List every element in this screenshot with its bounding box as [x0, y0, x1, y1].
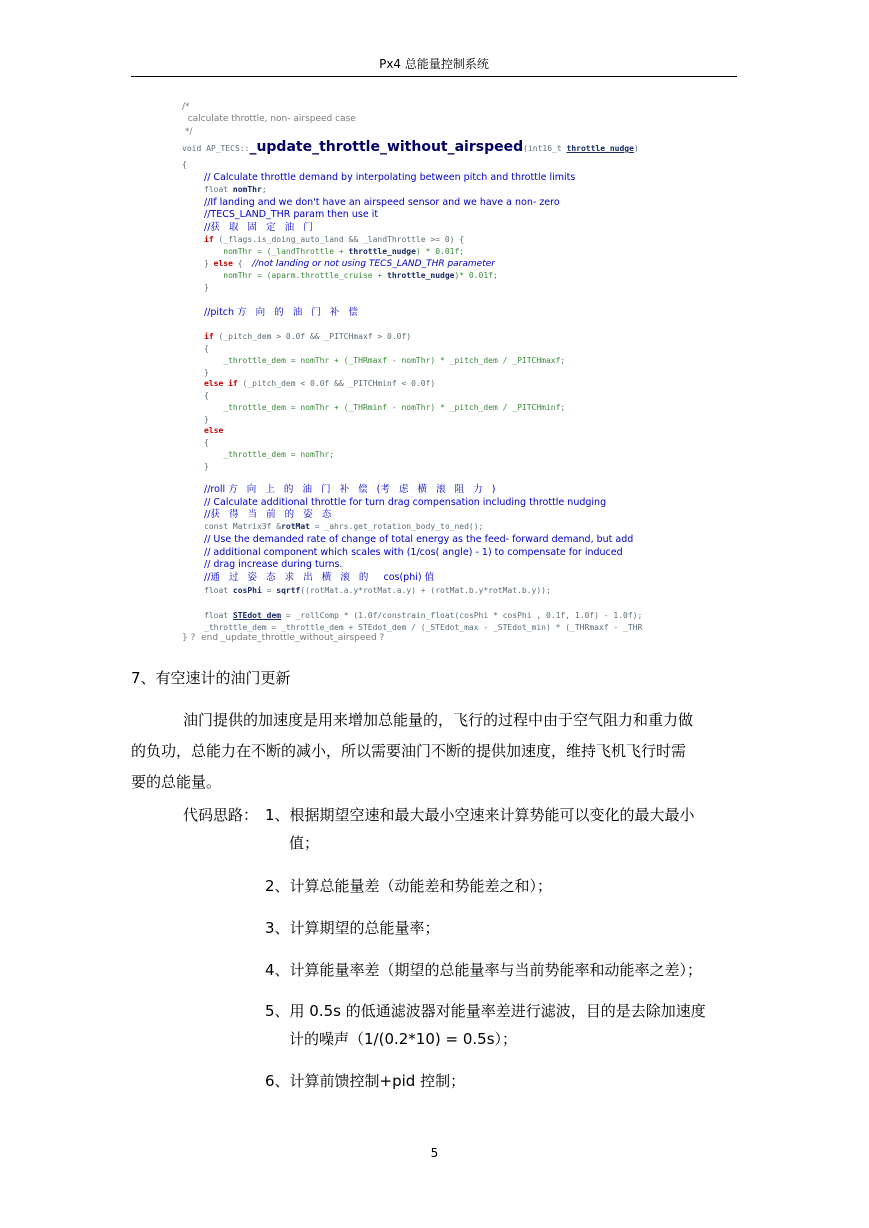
step-5-line-1: 5、用 0.5s 的低通滤波器对能量率差进行滤波，目的是去除加速度	[265, 1002, 706, 1020]
code-line-30: // Calculate additional throttle for turn drag compensation including throttle nudging	[204, 497, 607, 508]
code-line-22: {	[204, 391, 209, 400]
code-line-6: // Calculate throttle demand by interpolating between pitch and throttle limits	[204, 172, 576, 183]
code-line-2: calculate throttle, non- airspeed case	[182, 114, 356, 124]
code-line-27: _throttle_dem = nomThr;	[204, 450, 335, 459]
header-rule	[131, 76, 737, 77]
step-5-line-2: 计的噪声（1/(0.2*10) = 0.5s）；	[289, 1030, 518, 1048]
code-line-33: // Use the demanded rate of change of total energy as the feed- forward demand, but add	[204, 534, 634, 545]
code-line-5: {	[182, 160, 187, 169]
code-line-13: } else { //not landing or not using TECS_LAND_THR parameter	[204, 259, 495, 269]
page-header: Px4 总能量控制系统	[379, 57, 489, 71]
code-line-10: //获 取 固 定 油 门	[204, 222, 313, 233]
code-line-9: //TECS_LAND_THR param then use it	[204, 209, 379, 220]
code-line-40: } ? end _update_throttle_without_airspeed ?	[182, 633, 385, 643]
page-number: 5	[430, 1146, 439, 1160]
paragraph-line-1: 油门提供的加速度是用来增加总能量的，飞行的过程中由于空气阻力和重力做	[183, 711, 694, 729]
code-line-34: // additional component which scales with (1/cos( angle) - 1) to compensate for induced	[204, 547, 623, 558]
step-3: 3、计算期望的总能量率；	[265, 919, 440, 937]
code-line-19: _throttle_dem = nomThr + (_THRmaxf - nomThr) * _pitch_dem / _PITCHmaxf;	[204, 356, 566, 365]
code-line-12: nomThr = (_landThrottle + throttle_nudge) * 0.01f;	[204, 247, 465, 256]
code-line-21: else if (_pitch_dem < 0.0f && _PITCHminf < 0.0f)	[204, 379, 436, 388]
code-line-35: // drag increase during turns.	[204, 559, 343, 570]
paragraph-line-2: 的负功，总能力在不断的减小，所以需要油门不断的提供加速度，维持飞机飞行时需	[131, 742, 687, 760]
code-line-20: }	[204, 368, 209, 377]
code-line-16: //pitch 方 向 的 油 门 补 偿	[204, 307, 358, 318]
step-4: 4、计算能量率差（期望的总能量率与当前势能率和动能率之差）；	[265, 961, 703, 979]
code-line-24: }	[204, 415, 209, 424]
code-line-23: _throttle_dem = nomThr + (_THRminf - nomThr) * _pitch_dem / _PITCHminf;	[204, 403, 566, 412]
code-line-3: */	[182, 127, 193, 137]
code-line-1: /*	[182, 102, 190, 112]
code-line-14: nomThr = (aparm.throttle_cruise + throttle_nudge)* 0.01f;	[204, 271, 498, 280]
code-line-4: void AP_TECS::_update_throttle_without_airspeed(int16_t throttle_nudge)	[182, 139, 639, 155]
code-line-28: }	[204, 462, 209, 471]
code-line-29: //roll 方 向 上 的 油 门 补 偿 (考 虑 横 滚 阻 力 )	[204, 484, 496, 495]
code-line-8: //If landing and we don't have an airspeed sensor and we have a non- zero	[204, 197, 560, 208]
code-line-38: float STEdot_dem = _rollComp * (1.0f/constrain_float(cosPhi * cosPhi , 0.1f, 1.0f) - 1.0f);	[204, 611, 643, 620]
step-2: 2、计算总能量差（动能差和势能差之和）；	[265, 877, 553, 895]
step-6: 6、计算前馈控制+pid 控制；	[265, 1072, 466, 1090]
code-line-25: else	[204, 426, 224, 435]
paragraph-line-3: 要的总能量。	[131, 773, 222, 791]
paragraph	[131, 705, 741, 798]
code-line-7: float nomThr;	[204, 185, 267, 194]
section-title: 7、有空速计的油门更新	[131, 669, 291, 687]
code-line-36: //通 过 姿 态 求 出 横 滚 的 cos(phi) 值	[204, 572, 435, 583]
code-line-17: if (_pitch_dem > 0.0f && _PITCHmaxf > 0.0f)	[204, 332, 412, 341]
code-line-37: float cosPhi = sqrtf((rotMat.a.y*rotMat.a.y) + (rotMat.b.y*rotMat.b.y));	[204, 586, 551, 595]
step-1-line-2: 值；	[289, 834, 320, 852]
code-line-26: {	[204, 438, 209, 447]
code-line-31: //获 得 当 前 的 姿 态	[204, 509, 332, 520]
steps-prefix: 代码思路：	[183, 806, 259, 824]
code-line-39: _throttle_dem = _throttle_dem + STEdot_dem / (_STEdot_max - _STEdot_min) * (_THRmaxf - _THR	[204, 623, 643, 632]
code-line-15: }	[204, 283, 209, 292]
step-1-line-1: 1、根据期望空速和最大最小空速来计算势能可以变化的最大最小	[265, 806, 695, 824]
code-line-32: const Matrix3f &rotMat = _ahrs.get_rotation_body_to_ned();	[204, 522, 484, 531]
code-line-11: if (_flags.is_doing_auto_land && _landThrottle >= 0) {	[204, 235, 465, 244]
code-line-18: {	[204, 344, 209, 353]
